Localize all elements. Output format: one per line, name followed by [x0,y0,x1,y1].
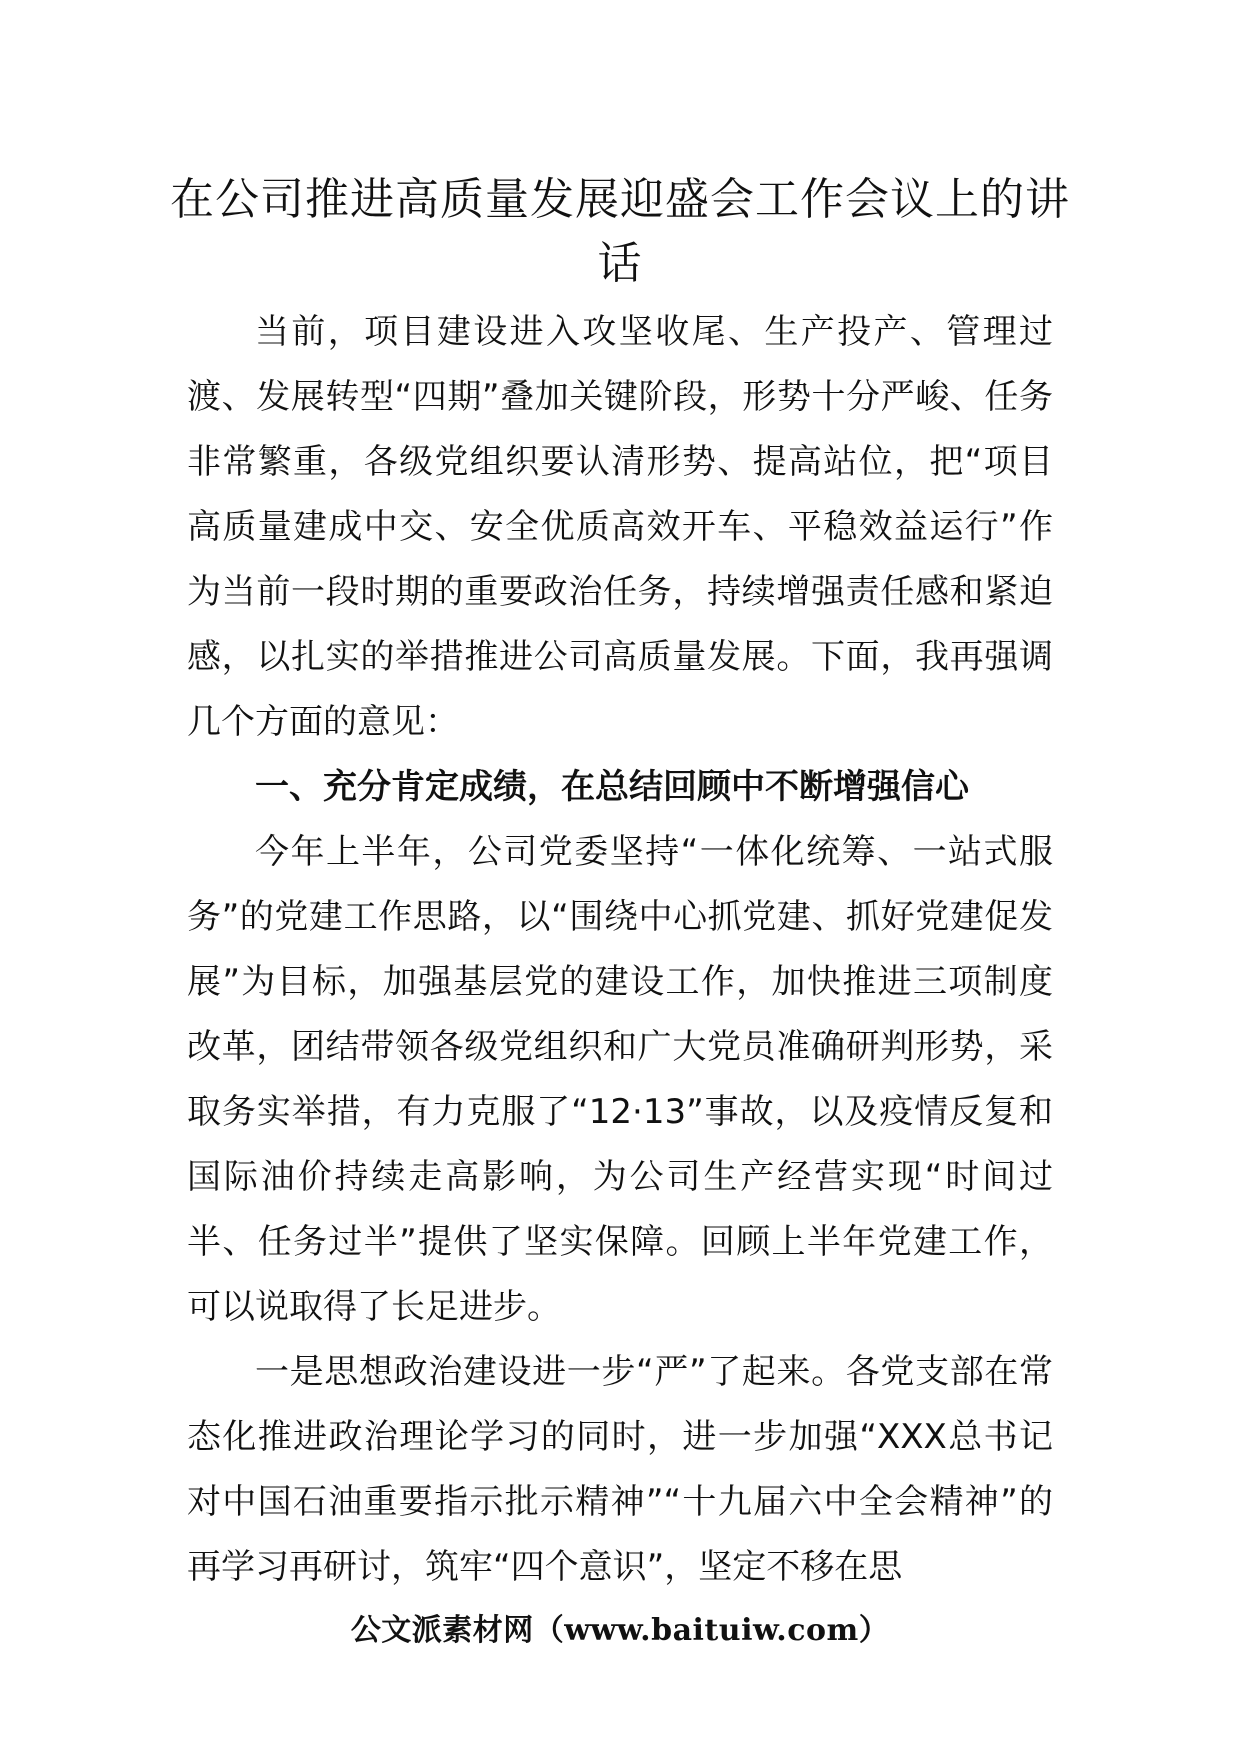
political-construction-paragraph: 一是思想政治建设进一步“严”了起来。各党支部在常态化推进政治理论学习的同时，进一步加强“XXX总书记对中国石油重要指示批示精神”“十九届六中全会精神”的再学习再研讨，筑牢“四个意识”，坚定不移在思 [187,1352,1053,1587]
watermark-footer: 公文派素材网（www.baituiw.com） [350,1613,890,1648]
document-title: 在公司推进高质量发展迎盛会工作会议上的讲话 [170,174,1070,289]
section-heading: 一、充分肯定成绩，在总结回顾中不断增强信心 [255,767,969,807]
review-paragraph: 今年上半年，公司党委坚持“一体化统筹、一站式服务”的党建工作思路，以“围绕中心抓党建、抓好党建促发展”为目标，加强基层党的建设工作，加快推进三项制度改革，团结带领各级党组织和广大党员准确研判形势，采取务实举措，有力克服了“12·13”事故，以及疫情反复和国际油价持续走高影响，为公司生产经营实现“时间过半、任务过半”提供了坚实保障。回顾上半年党建工作，可以说取得了长足进步。 [187,832,1053,1327]
intro-paragraph: 当前，项目建设进入攻坚收尾、生产投产、管理过渡、发展转型“四期”叠加关键阶段，形势十分严峻、任务非常繁重，各级党组织要认清形势、提高站位，把“项目高质量建成中交、安全优质高效开车、平稳效益运行”作为当前一段时期的重要政治任务，持续增强责任感和紧迫感，以扎实的举措推进公司高质量发展。下面，我再强调几个方面的意见： [187,312,1053,742]
document-body [187,300,1053,1600]
